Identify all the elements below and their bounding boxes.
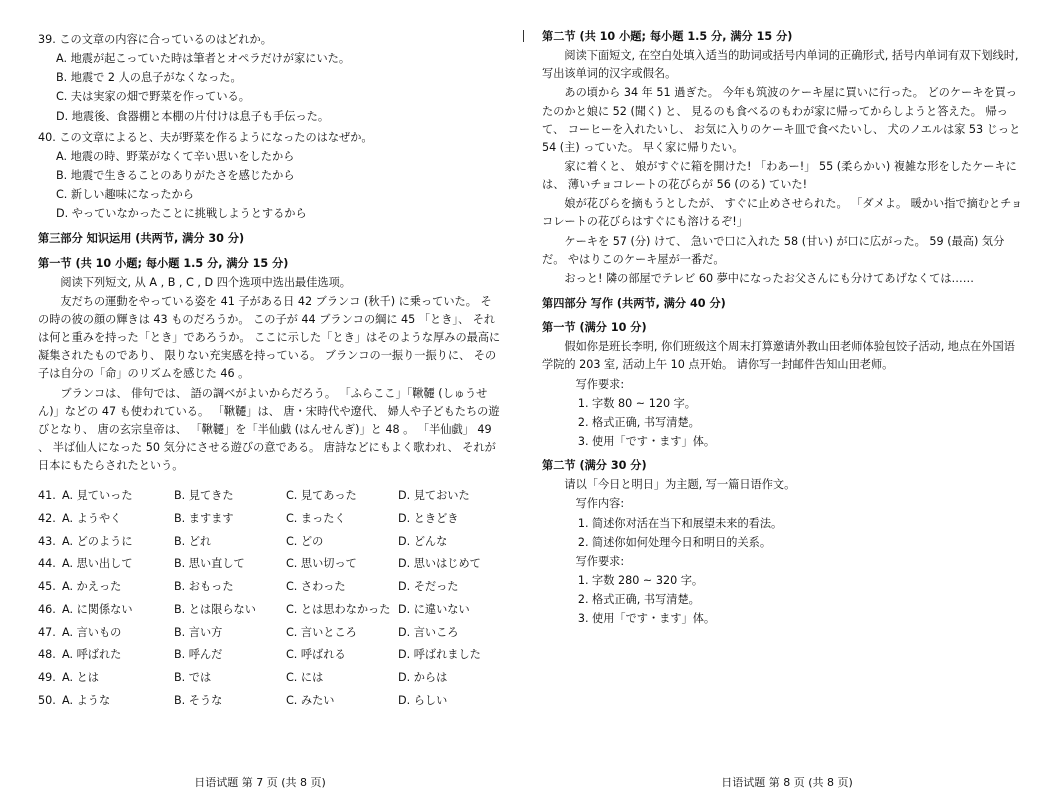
part-4-section-2-contents [578,515,1024,552]
choice-45-b[interactable]: B. おもった [174,580,234,594]
question-39-option-a: A. 地震が起こっていた時は筆者とオペラだけが家にいた。 [56,52,351,66]
choice-49-c[interactable]: C. には [286,671,324,685]
question-40-number: 40. [38,130,56,144]
part-4-section-1-body: 假如你是班长李明, 你们班级这个周末打算邀请外教山田老师体验包饺子活动, 地点在外国语学院的 203 室, 活动上午 10 点开始。 请你写一封邮件告知山田老师。 [542,340,1015,372]
fill-passage-paragraph-4: ケーキを 57 (分) けて、 急いで口に入れた 58 (甘い) が口に広がった。 59 (最高) 気分だ。 やはりこのケーキ屋が一番だ。 [542,234,1005,266]
question-39-option-b: B. 地震で 2 人の息子がなくなった。 [56,71,242,85]
part-4-section-2-content-label: 写作内容: [575,497,625,511]
part-3-section-1-instruction: 阅读下列短文, 从 A , B , C , D 四个选项中选出最佳选项。 [60,275,351,289]
part-4-section-2-requirements-label: 写作要求: [575,554,625,568]
choice-48-b[interactable]: B. 呼んだ [174,648,223,662]
part-4-section-2-body: 请以「今日と明日」为主题, 写一篇日语作文。 [564,478,796,492]
question-39-stem [38,31,502,49]
choice-47-d[interactable]: D. 言いころ [398,625,459,639]
section-1-requirement-2: 2. 格式正确, 书写清楚。 [577,415,700,429]
section-1-requirement-3: 3. 使用「です・ます」体。 [577,434,716,448]
choice-row-42 [38,508,502,531]
cloze-passage-paragraph-2: ブランコは、 俳句では、 語の調べがよいからだろう。 「ふらここ」「鞦韆 (しゅうせん)」などの 47 も使われている。 「鞦韆」は、 唐・宋時代や遼代、 婦人や子どもたちの遊びとなり、 唐の玄宗皇帝は、 「鞦韆」を「半仙戯 (はんせんぎ)」と 48 。 「半仙戯」 49 、 半ば仙人になった 50 気分にさせる遊びの意である。 唐詩などにもよく歌われ、 それが日本にもたらされたという。 [38,386,500,473]
right-column [520,0,1054,800]
choice-41-d[interactable]: D. 見ておいた [398,489,470,503]
choice-46-d[interactable]: D. に違いない [398,602,470,616]
choice-45-c[interactable]: C. さわった [286,580,346,594]
choice-48-a[interactable]: A. 呼ばれた [62,648,122,662]
choice-47-b[interactable]: B. 言い方 [174,625,223,639]
left-page-footer: 日语试题 第 7 页 (共 8 页) [194,776,326,789]
question-40-text: この文章によると、夫が野菜を作るようになったのはなぜか。 [59,130,373,144]
choice-row-48 [38,644,502,667]
question-39-text: この文章の内容に合っているのはどれか。 [59,33,272,46]
choice-43-d[interactable]: D. どんな [398,534,448,548]
question-39-option-c: C. 夫は実家の畑で野菜を作っている。 [56,90,250,104]
section-2-requirement-1: 1. 字数 280 ~ 320 字。 [577,573,704,587]
question-40-option-b: B. 地震で生きることのありがたさを感じたから [56,168,295,182]
choice-42-a[interactable]: A. ようやく [62,511,122,525]
section-2-content-2: 2. 简述你如何处理今日和明日的关系。 [577,535,772,549]
choice-row-47-number: 47. [38,625,56,639]
choice-43-b[interactable]: B. どれ [174,534,212,548]
choice-48-d[interactable]: D. 呼ばれました [398,648,481,662]
part-4-section-2-title: 第二节 (满分 30 分) [542,459,647,473]
choice-row-49-number: 49. [38,671,56,685]
choice-49-b[interactable]: B. では [174,671,212,685]
choice-row-43 [38,531,502,554]
part-3-title: 第三部分 知识运用 (共两节, 满分 30 分) [38,232,245,246]
part-3-section-2-instruction: 阅读下面短文, 在空白处填入适当的助词或括号内单词的正确形式, 括号内单词有双下划线时, 写出该单词的汉字或假名。 [542,49,1019,81]
choice-46-a[interactable]: A. に関係ない [62,602,133,616]
question-40 [38,129,502,224]
question-39 [38,31,502,126]
question-39-number: 39. [38,33,56,46]
part-4-section-2-requirements [578,572,1024,628]
question-39-option-d: D. 地震後、食器棚と本棚の片付けは息子も手伝った。 [56,109,330,123]
choice-row-41 [38,485,502,508]
choice-44-d[interactable]: D. 思いはじめて [398,557,481,571]
choice-49-a[interactable]: A. とは [62,671,99,685]
choice-45-d[interactable]: D. そだった [398,580,459,594]
choice-42-d[interactable]: D. ときどき [398,511,459,525]
choice-row-44-number: 44. [38,557,56,571]
choice-42-c[interactable]: C. まったく [286,511,346,525]
choice-44-c[interactable]: C. 思い切って [286,557,357,571]
part-3-section-2-title: 第二节 (共 10 小题; 每小题 1.5 分, 满分 15 分) [542,30,793,43]
choice-41-c[interactable]: C. 見てあった [286,489,357,503]
choice-row-45 [38,576,502,599]
choice-row-41-number: 41. [38,489,56,503]
left-column [0,0,520,800]
choice-row-44 [38,553,502,576]
fill-passage-paragraph-3: 娘が花びらを摘もうとしたが、 すぐに止めさせられた。 「ダメよ。 暖かい指で摘むとチョコレートの花びらはすぐにも溶けるぞ!」 [542,197,1023,229]
section-2-requirement-2: 2. 格式正确, 书写清楚。 [577,593,700,607]
cloze-passage-paragraph-1: 友だちの運動をやっている姿を 41 子がある日 42 ブランコ (秋千) に乗っていた。 その時の彼の顔の輝きは 43 ものだろうか。 この子が 44 ブランコの綱に 45 「とき」、 それは何と重みを持った「とき」であろうか。 ここに示した「とき」はそのような厚みの最高に凝集されたものであり、 限りない充実感を持っている。 ブランコの一振り一振りに、 その子は自分の「命」のリズムを感じた 46 。 [38,294,501,381]
choice-42-b[interactable]: B. ますます [174,511,234,525]
choice-50-c[interactable]: C. みたい [286,693,335,707]
part-4-section-1-requirements-label: 写作要求: [575,377,625,391]
fill-passage-paragraph-1: あの頃から 34 年 51 過ぎた。 今年も筑波のケーキ屋に買いに行った。 どのケーキを買ったのかと娘に 52 (聞く) と、 見るのも食べるのもわが家に帰ってからしようと答えた。 帰って、 コーヒーを入れたいし、 お気に入りのケーキ皿で食べたいし、 犬のノエルは家 53 じっと 54 (主) っていた。 早く家に帰りたい。 [542,86,1021,154]
fill-passage-paragraph-5: おっと! 隣の部屋でテレビ 60 夢中になったお父さんにも分けてあげなくては…… [564,271,974,285]
question-40-option-c: C. 新しい趣味になったから [56,188,194,202]
choice-50-a[interactable]: A. ような [62,693,111,707]
choice-50-d[interactable]: D. らしい [398,693,448,707]
choice-44-a[interactable]: A. 思い出して [62,557,133,571]
choice-49-d[interactable]: D. からは [398,671,448,685]
choice-45-a[interactable]: A. かえった [62,580,122,594]
choice-44-b[interactable]: B. 思い直して [174,557,245,571]
fill-passage-paragraph-2: 家に着くと、 娘がすぐに箱を開けた! 「わあー!」 55 (柔らかい) 複雑な形をしたケーキには、 薄いチョコレートの花びらが 56 (のる) ていた! [542,159,1017,192]
part-3-section-1-title: 第一节 (共 10 小题; 每小题 1.5 分, 满分 15 分) [38,256,289,270]
choice-row-49 [38,667,502,690]
choice-row-47 [38,622,502,645]
choice-41-a[interactable]: A. 見ていった [62,489,133,503]
choice-list [38,485,502,712]
part-4-section-1-title: 第一节 (满分 10 分) [542,321,647,335]
choice-row-45-number: 45. [38,580,56,594]
choice-row-46-number: 46. [38,602,56,616]
part-4-title: 第四部分 写作 (共两节, 满分 40 分) [542,296,726,310]
part-4-section-1-requirements [578,395,1024,451]
choice-46-b[interactable]: B. とは限らない [174,602,256,616]
choice-row-46 [38,599,502,622]
choice-row-42-number: 42. [38,511,56,525]
question-40-option-a: A. 地震の時、野菜がなくて辛い思いをしたから [56,149,295,163]
choice-43-c[interactable]: C. どの [286,534,324,548]
choice-row-50 [38,690,502,713]
choice-row-50-number: 50. [38,693,56,707]
choice-43-a[interactable]: A. どのように [62,534,133,548]
choice-row-43-number: 43. [38,534,56,548]
choice-41-b[interactable]: B. 見てきた [174,489,234,503]
choice-46-c[interactable]: C. とは思わなかった [286,602,391,616]
choice-48-c[interactable]: C. 呼ばれる [286,648,346,662]
choice-47-c[interactable]: C. 言いところ [286,625,357,639]
choice-row-48-number: 48. [38,648,56,662]
section-2-content-1: 1. 简述你对活在当下和展望未来的看法。 [577,516,783,530]
section-1-requirement-1: 1. 字数 80 ~ 120 字。 [577,396,696,410]
question-40-stem [38,129,502,147]
question-40-option-d: D. やっていなかったことに挑戦しようとするから [56,207,307,221]
choice-47-a[interactable]: A. 言いもの [62,625,122,639]
choice-50-b[interactable]: B. そうな [174,693,223,707]
section-2-requirement-3: 3. 使用「です・ます」体。 [577,612,716,626]
right-page-footer: 日语试题 第 8 页 (共 8 页) [721,776,853,789]
